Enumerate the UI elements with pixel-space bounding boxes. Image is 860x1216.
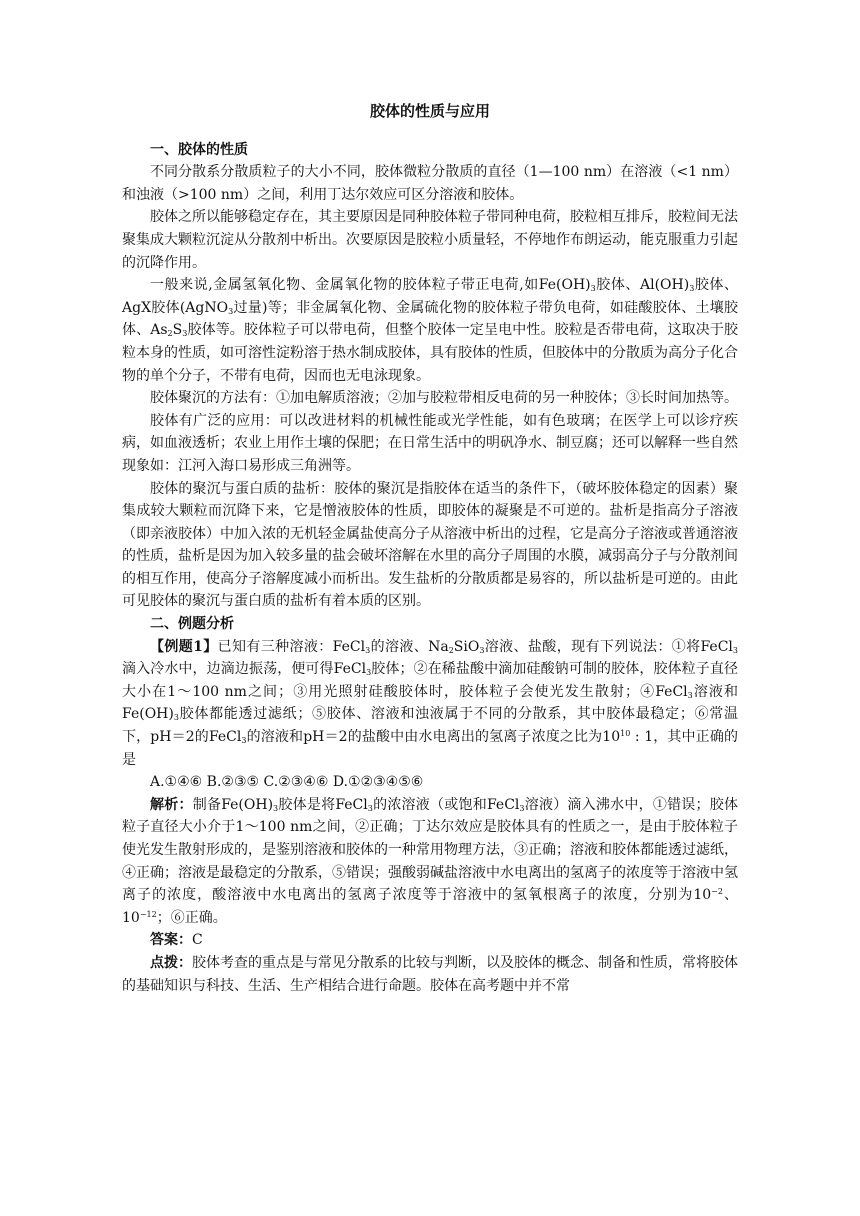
example-1-tip: 点拨：胶体考查的重点是与常见分散系的比较与判断，以及胶体的概念、制备和性质，常将胶体的基础知识与科技、生活、生产相结合进行命题。胶体在高考题中并不常 — [122, 954, 738, 994]
example-1-question: 【例题1】已知有三种溶液：FeCl$_3$的溶液、$Na_2SiO_3$溶液、盐酸，现有下列说法：①将FeCl$_3$滴入冷水中，边滴边振荡，便可得FeCl$_3$胶体；②在稀盐酸中滴加硅酸钠可制的胶体，胶体粒子直径大小在1～100 nm之间；③用光照射硅酸胶体时，胶体粒子会使光发生散射；④FeCl$_3$溶液和$Fe(OH)_3$胶体都能透过滤纸；⑤胶体、溶液和浊液属于不同的分散系，其中胶体最稳定；⑥常温下，pH＝2的FeCl$_3$的溶液和pH＝2的盐酸中由水电离出的氢离子浓度之比为$10^{10}$ : 1，其中正确的是 — [122, 638, 739, 768]
answer-value: C — [192, 932, 203, 949]
example-1-options: A.①④⑥ B.②③⑤ C.②③④⑥ D.①②③④⑤⑥ — [150, 774, 424, 791]
answer-label: 答案： — [150, 932, 192, 949]
paragraph-coagulation-vs-salting-out: 胶体的聚沉与蛋白质的盐析：胶体的聚沉是指胶体在适当的条件下，（破坏胶体稳定的因素）聚集成较大颗粒而沉降下来，它是憎液胶体的性质，即胶体的凝聚是不可逆的。盐析是指高分子溶液（即亲液胶体）中加入浓的无机轻金属盐使高分子从溶液中析出的过程，它是高分子溶液或普通溶液的性质，盐析是因为加入较多量的盐会破坏溶解在水里的高分子周围的水膜，减弱高分子与分散剂间的相互作用，使高分子溶解度减小而析出。发生盐析的分散质都是易容的，所以盐析是可逆的。由此可见胶体的聚沉与蛋白质的盐析有着本质的区别。 — [122, 480, 738, 610]
document-title: 胶体的性质与应用 — [369, 102, 490, 120]
paragraph-stability: 胶体之所以能够稳定存在，其主要原因是同种胶体粒子带同种电荷，胶粒相互排斥，胶粒间无法聚集成大颗粒沉淀从分散剂中析出。次要原因是胶粒小质量轻，不停地作布朗运动，能克服重力引起的沉降作用。 — [122, 209, 738, 271]
tip-label: 点拨： — [150, 954, 192, 971]
example-1-analysis: 解析：制备$Fe(OH)_3$胶体是将FeCl$_3$的浓溶液（或饱和FeCl$_3$溶液）滴入沸水中，①错误；胶体粒子直径大小介于1～100 nm之间，②正确；丁达尔效应是胶体具有的性质之一，是由于胶体粒子使光发生散射形成的，是鉴别溶液和胶体的一种常用物理方法，③正确；溶液和胶体都能透过滤纸，④正确；溶液是最稳定的分散系，⑤错误；强酸弱碱盐溶液中水电离出的氢离子的浓度等于溶液中氢离子的浓度，酸溶液中水电离出的氢离子浓度等于溶液中的氢氧根离子的浓度，分别为$10^{-2}$、$10^{-12}$；⑥正确。 — [122, 796, 739, 926]
paragraph-charge: 一般来说,金属氢氧化物、金属氧化物的胶体粒子带正电荷,如$Fe(OH)_3$胶体、$Al(OH)_3$胶体、AgX胶体(AgNO$_3$过量)等；非金属氧化物、金属硫化物的胶体粒子带负电荷，如硅酸胶体、土壤胶体、$As_2S_3$胶体等。胶体粒子可以带电荷，但整个胶体一定呈电中性。胶粒是否带电荷，这取决于胶粒本身的性质，如可溶性淀粉溶于热水制成胶体，具有胶体的性质，但胶体中的分散质为高分子化合物的单个分子，不带有电荷，因而也无电泳现象。 — [122, 277, 739, 384]
paragraph-applications: 胶体有广泛的应用：可以改进材料的机械性能或光学性能，如有色玻璃；在医学上可以诊疗疾病，如血液透析；农业上用作土壤的保肥；在日常生活中的明矾净水、制豆腐；还可以解释一些自然现象如：江河入海口易形成三角洲等。 — [122, 412, 738, 474]
analysis-label: 解析： — [150, 796, 193, 813]
document-body — [122, 100, 738, 997]
paragraph-dispersion-size: 不同分散系分散质粒子的大小不同，胶体微粒分散质的直径（1—100 nm）在溶液（<1 nm）和浊液（>100 nm）之间，利用丁达尔效应可区分溶液和胶体。 — [122, 164, 738, 203]
paragraph-coagulation-methods: 胶体聚沉的方法有：①加电解质溶液；②加与胶粒带相反电荷的另一种胶体；③长时间加热等。 — [150, 390, 738, 407]
example-1-answer — [122, 929, 738, 952]
section-heading-examples: 二、例题分析 — [150, 616, 234, 633]
section-heading-properties: 一、胶体的性质 — [150, 141, 248, 158]
example-1-label: 【例题1】 — [150, 638, 218, 655]
